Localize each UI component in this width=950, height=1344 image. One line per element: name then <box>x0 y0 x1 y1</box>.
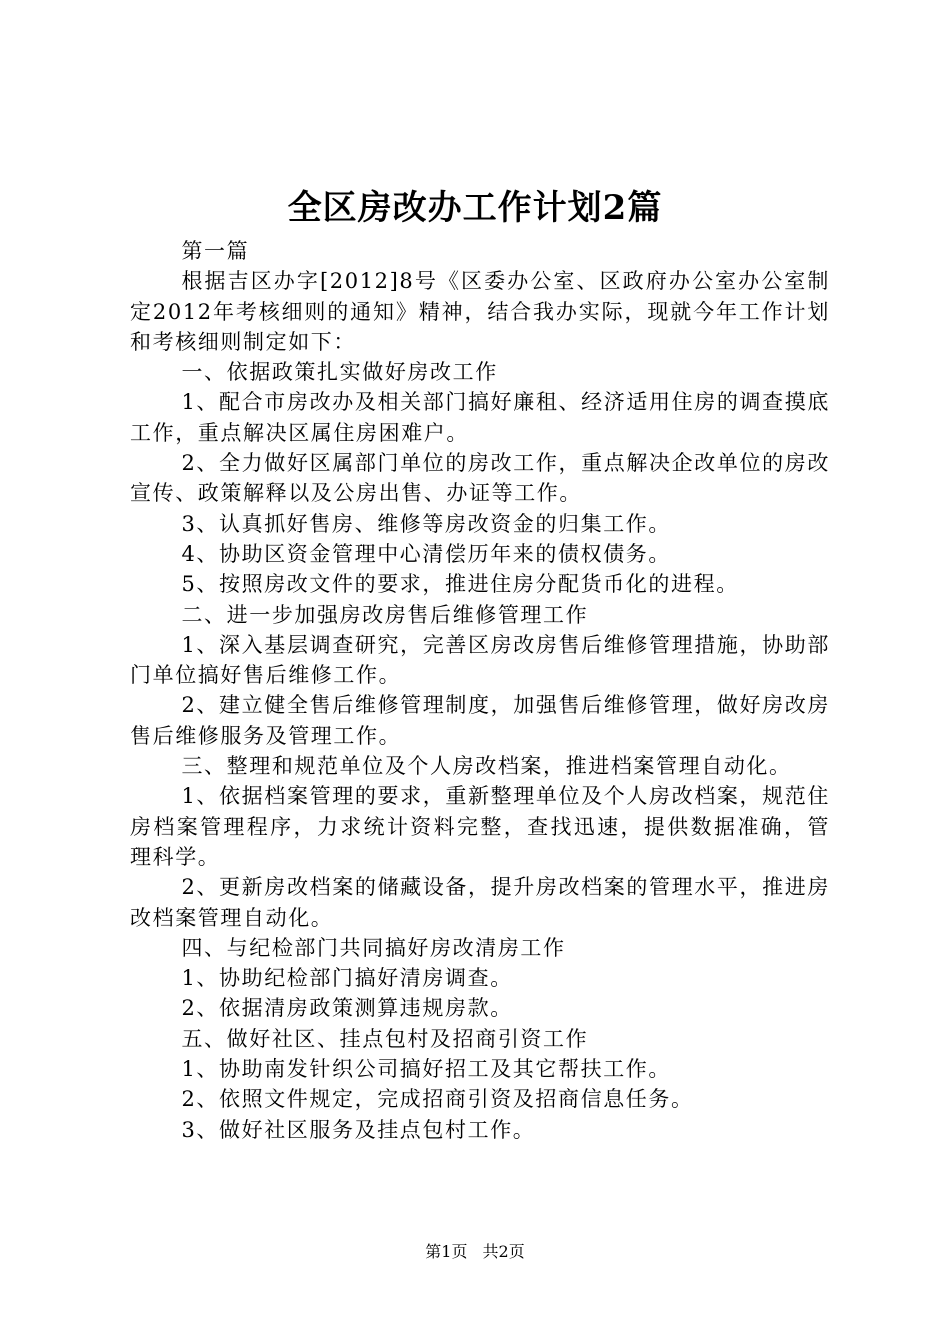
section-heading-5: 五、做好社区、挂点包村及招商引资工作 <box>181 1026 589 1051</box>
list-item: 4、协助区资金管理中心清偿历年来的债权债务。 <box>181 541 671 566</box>
list-item: 1、协助纪检部门搞好清房调查。 <box>181 966 513 991</box>
document-title: 全区房改办工作计划2篇 <box>287 188 663 228</box>
list-item: 2、依据清房政策测算违规房款。 <box>181 996 513 1021</box>
intro-paragraph: 根据吉区办字[2012]8号《区委办公室、区政府办公室办公室制定2012年考核细则的通知》精神，结合我办实际，现就今年工作计划和考核细则制定如下： <box>130 269 830 354</box>
section-label: 第一篇 <box>181 239 250 263</box>
page-footer <box>0 1240 950 1264</box>
section-heading-4: 四、与纪检部门共同搞好房改清房工作 <box>181 935 566 960</box>
section-heading-1: 一、依据政策扎实做好房改工作 <box>181 360 498 385</box>
list-item: 2、更新房改档案的储藏设备，提升房改档案的管理水平，推进房改档案管理自动化。 <box>130 875 830 930</box>
document-body <box>130 236 830 1145</box>
section-heading-3: 三、整理和规范单位及个人房改档案，推进档案管理自动化。 <box>181 754 792 779</box>
list-item: 1、深入基层调查研究，完善区房改房售后维修管理措施，协助部门单位搞好售后维修工作。 <box>130 632 830 688</box>
page-number: 第1页 <box>425 1242 468 1261</box>
list-item: 2、建立健全售后维修管理制度，加强售后维修管理，做好房改房售后维修服务及管理工作。 <box>130 693 830 748</box>
list-item: 3、认真抓好售房、维修等房改资金的归集工作。 <box>181 511 671 536</box>
list-item: 3、做好社区服务及挂点包村工作。 <box>181 1117 536 1142</box>
list-item: 1、配合市房改办及相关部门搞好廉租、经济适用住房的调查摸底工作，重点解决区属住房困难户。 <box>130 390 830 445</box>
list-item: 1、依据档案管理的要求，重新整理单位及个人房改档案，规范住房档案管理程序，力求统计资料完整，查找迅速，提供数据准确，管理科学。 <box>130 784 830 869</box>
page-total: 共2页 <box>482 1242 525 1261</box>
section-heading-2: 二、进一步加强房改房售后维修管理工作 <box>181 602 589 627</box>
list-item: 2、全力做好区属部门单位的房改工作，重点解决企改单位的房改宣传、政策解释以及公房出售、办证等工作。 <box>130 451 830 506</box>
list-item: 2、依照文件规定，完成招商引资及招商信息任务。 <box>181 1087 694 1112</box>
list-item: 5、按照房改文件的要求，推进住房分配货币化的进程。 <box>181 572 739 597</box>
list-item: 1、协助南发针织公司搞好招工及其它帮扶工作。 <box>181 1057 671 1082</box>
